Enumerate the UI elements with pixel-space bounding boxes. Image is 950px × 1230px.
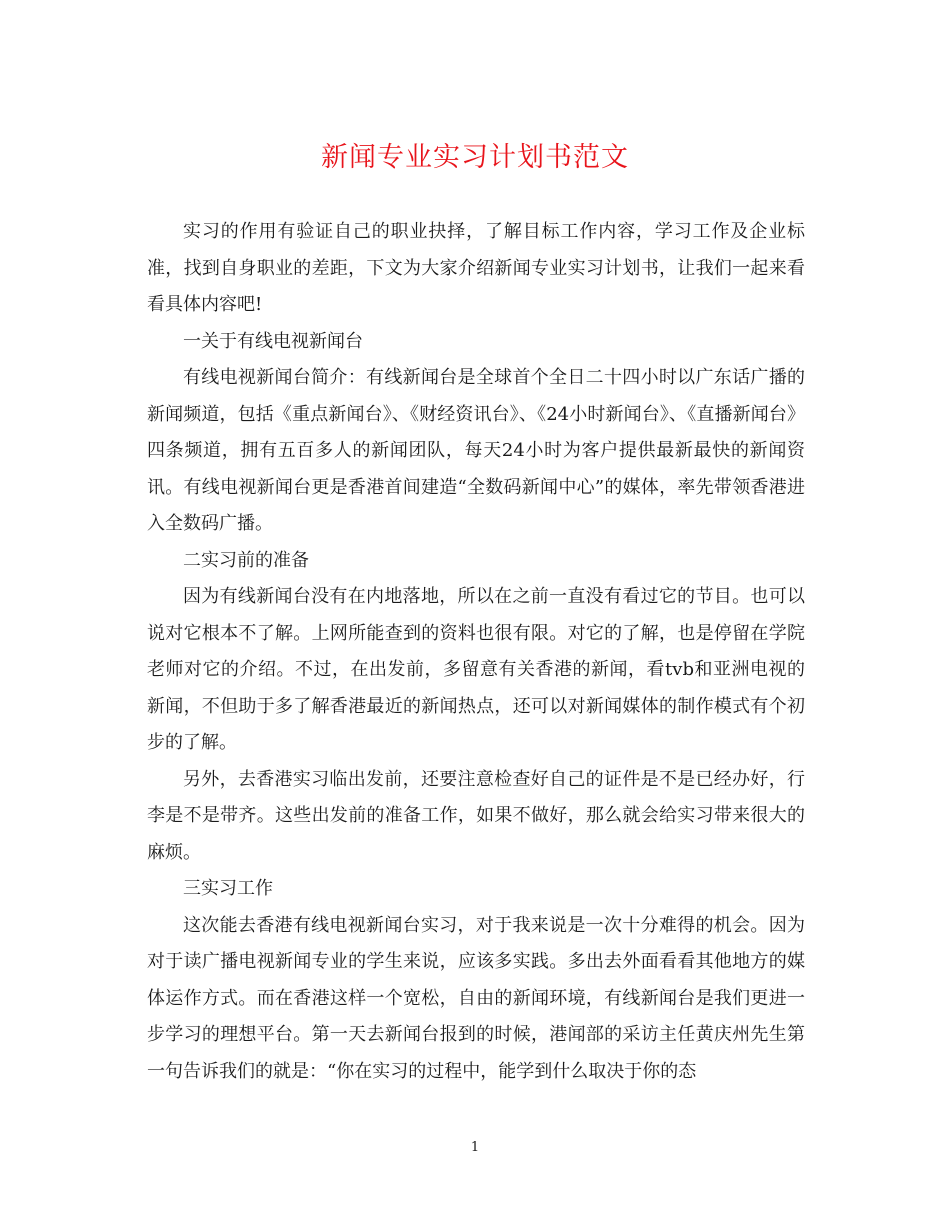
paragraph-preparation: 因为有线新闻台没有在内地落地，所以在之前一直没有看过它的节目。也可以说对它根本不了解。上网所能查到的资料也很有限。对它的了解，也是停留在学院老师对它的介绍。不过，在出发前，多留意有关香港的新闻，看tvb和亚洲电视的新闻，不但助于多了解香港最近的新闻热点，还可以对新闻媒体的制作模式有个初步的了解。	[147, 586, 805, 753]
document-title: 新闻专业实习计划书范文	[321, 142, 629, 173]
section-heading-3: 三实习工作	[183, 878, 273, 899]
paragraph-internship-work: 这次能去香港有线电视新闻台实习，对于我来说是一次十分难得的机会。因为对于读广播电视新闻专业的学生来说，应该多实践。多出去外面看看其他地方的媒体运作方式。而在香港这样一个宽松，自由的新闻环境，有线新闻台是我们更进一步学习的理想平台。第一天去新闻台报到的时候，港闻部的采访主任黄庆州先生第一句告诉我们的就是：“你在实习的过程中，能学到什么取决于你的态	[147, 914, 805, 1082]
paragraph-preparation-extra: 另外，去香港实习临出发前，还要注意检查好自己的证件是不是已经办好，行李是不是带齐。这些出发前的准备工作，如果不做好，那么就会给实习带来很大的麻烦。	[147, 768, 805, 863]
document-body	[147, 214, 805, 1090]
section-heading-2: 二实习前的准备	[183, 549, 309, 571]
page-number: 1	[470, 1140, 480, 1155]
paragraph-station-intro: 有线电视新闻台简介：有线新闻台是全球首个全日二十四小时以广东话广播的新闻频道，包括《重点新闻台》、《财经资讯台》、《24小时新闻台》、《直播新闻台》四条频道，拥有五百多人的新闻团队，每天24小时为客户提供最新最快的新闻资讯。有线电视新闻台更是香港首间建造“全数码新闻中心”的媒体，率先带领香港进入全数码广播。	[147, 367, 805, 534]
intro-paragraph: 实习的作用有验证自己的职业抉择，了解目标工作内容，学习工作及企业标准，找到自身职业的差距，下文为大家介绍新闻专业实习计划书，让我们一起来看看具体内容吧!	[147, 221, 805, 315]
section-heading-1: 一关于有线电视新闻台	[183, 330, 363, 352]
